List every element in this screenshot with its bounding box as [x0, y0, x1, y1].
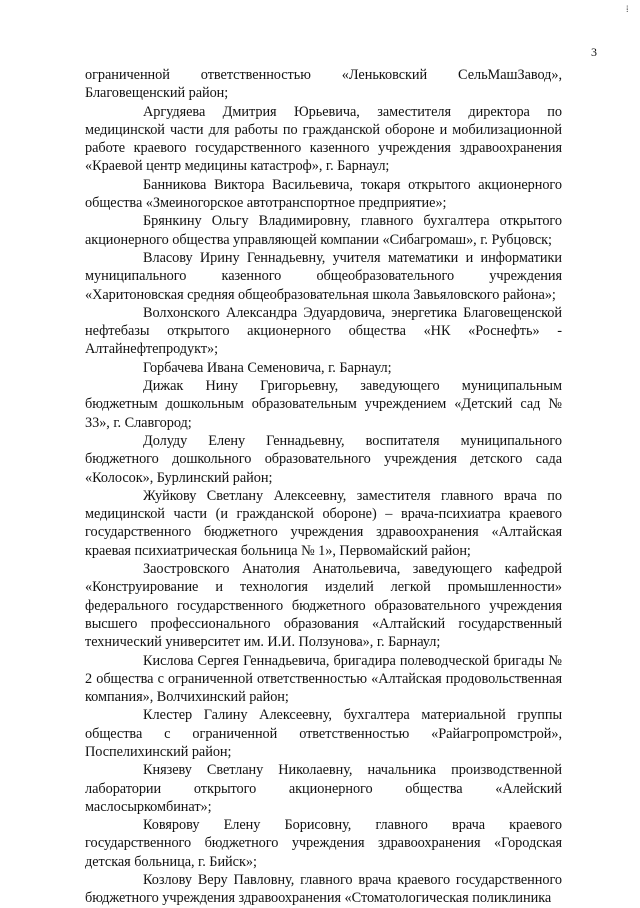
page-number: 3 — [591, 45, 597, 59]
paragraph: Клестер Галину Алексеевну, бухгалтера материальной группы общества с ограниченной ответственностью «Райагропромстрой», Поспелихинский район; — [85, 707, 562, 760]
paragraph: Князеву Светлану Николаевну, начальника производственной лаборатории открытого акционерного общества «Алейский маслосыркомбинат»; — [85, 762, 562, 815]
paragraph: Заостровского Анатолия Анатольевича, заведующего кафедрой «Конструирование и технология изделий легкой промышленности» федерального государственного бюджетного образовательного учреждения высшего профессионального образования «Алтайский государственный технический университет им. И.И. Ползунова», г. Барнаул; — [85, 561, 562, 651]
paragraph-continued: ограниченной ответственностью «Леньковский СельМашЗавод», Благовещенский район; — [85, 67, 562, 102]
paragraph: Ковярову Елену Борисовну, главного врача краевого государственного бюджетного учреждения здравоохранения «Городская детская больница, г. Бийск»; — [85, 817, 562, 870]
paragraph: Дижак Нину Григорьевну, заведующего муниципальным бюджетным дошкольным образовательным учреждением «Детский сад № 33», г. Славгород; — [85, 378, 562, 431]
corner-mark: ⁞ — [626, 4, 629, 14]
paragraph: Долуду Елену Геннадьевну, воспитателя муниципального бюджетного дошкольного образовательного учреждения детского сада «Колосок», Бурлинский район; — [85, 432, 562, 486]
paragraph: Горбачева Ивана Семеновича, г. Барнаул; — [143, 359, 392, 376]
paragraph: Козлову Веру Павловну, главного врача краевого государственного бюджетного учреждения здравоохранения «Стоматологическая поликлиника — [85, 872, 562, 907]
paragraph: Власову Ирину Геннадьевну, учителя математики и информатики муниципального казенного общеобразовательного учреждения «Харитоновская средняя общеобразовательная школа Завьяловского района»; — [85, 249, 562, 303]
paragraph: Жуйкову Светлану Алексеевну, заместителя главного врача по медицинской части (и гражданской обороне) – врача-психиатра краевого государственного бюджетного учреждения здравоохранения «Алтайская краевая психиатрическая больница № 1», Первомайский район; — [85, 487, 562, 559]
paragraph: Брянкину Ольгу Владимировну, главного бухгалтера открытого акционерного общества управляющей компании «Сибагромаш», г. Рубцовск; — [85, 213, 562, 248]
paragraph: Банникова Виктора Васильевича, токаря открытого акционерного общества «Змеиногорское автотранспортное предприятие»; — [85, 176, 562, 212]
paragraph: Волхонского Александра Эдуардовича, энергетика Благовещенской нефтебазы открытого акционерного общества «НК «Роснефть» - Алтайнефтепродукт»; — [85, 304, 562, 358]
paragraph: Аргудяева Дмитрия Юрьевича, заместителя директора по медицинской части для работы по гражданской обороне и мобилизационной работе краевого государственного казенного учреждения здравоохранения «Краевой центр медицины катастроф», г. Барнаул; — [85, 103, 562, 175]
document-body — [85, 66, 562, 908]
paragraph: Кислова Сергея Геннадьевича, бригадира полеводческой бригады № 2 общества с ограниченной ответственностью «Алтайская продовольственная компания», Волчихинский район; — [85, 652, 562, 706]
